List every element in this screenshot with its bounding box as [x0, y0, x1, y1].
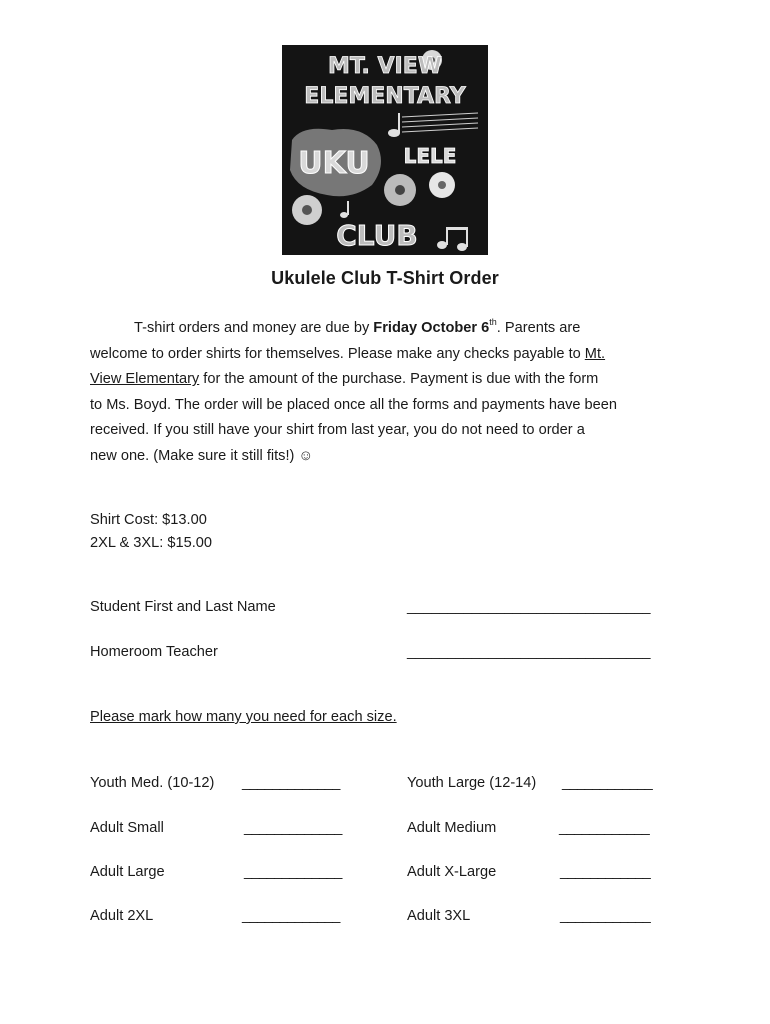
student-name-field[interactable]: ______________________________ — [407, 599, 651, 615]
student-name-label: Student First and Last Name — [90, 599, 276, 615]
intro-line-6: new one. (Make sure it still fits!) ☺ — [90, 447, 314, 464]
price-list — [90, 509, 212, 555]
youth-large-label: Youth Large (12-14) — [407, 775, 537, 791]
youth-large-field[interactable]: ____________ — [562, 775, 653, 791]
adult-medium-label: Adult Medium — [407, 820, 497, 836]
teacher-label: Homeroom Teacher — [90, 644, 218, 660]
adult-small-field[interactable]: _____________ — [244, 820, 342, 836]
intro-text: welcome to order shirts for themselves. Please make any checks payable to — [90, 345, 585, 362]
intro-line-1 — [90, 316, 690, 342]
logo-line1: MT. VIEW — [327, 54, 443, 79]
adult-3xl-label: Adult 3XL — [407, 908, 471, 924]
adult-medium-field[interactable]: ____________ — [559, 820, 650, 836]
intro-line-3 — [90, 367, 690, 393]
page-title: Ukulele Club T-Shirt Order — [271, 268, 499, 288]
xl-cost: 2XL & 3XL: $15.00 — [90, 535, 212, 551]
adult-xlarge-field[interactable]: ____________ — [560, 864, 651, 880]
shirt-cost: Shirt Cost: $13.00 — [90, 512, 207, 528]
intro-line-4: to Ms. Boyd. The order will be placed once all the forms and payments have been — [90, 396, 618, 413]
adult-2xl-label: Adult 2XL — [90, 908, 154, 924]
due-date-suffix: th — [489, 317, 497, 328]
logo-artwork — [282, 45, 488, 255]
payee-name-part2: View Elementary — [90, 371, 200, 388]
logo-line3a: UKU — [298, 146, 370, 181]
size-instruction: Please mark how many you need for each size. — [90, 709, 397, 725]
student-name-row — [90, 599, 680, 615]
adult-3xl-field[interactable]: ____________ — [560, 908, 651, 924]
intro-paragraph — [90, 316, 690, 470]
teacher-field[interactable]: ______________________________ — [407, 644, 651, 660]
adult-large-field[interactable]: _____________ — [244, 864, 342, 880]
youth-med-label: Youth Med. (10-12) — [90, 775, 215, 791]
intro-text: for the amount of the purchase. Payment is due with the form — [199, 371, 599, 388]
due-date: Friday October 6 — [373, 320, 490, 336]
club-logo — [282, 45, 488, 255]
adult-small-label: Adult Small — [90, 820, 164, 836]
intro-text: . Parents are — [496, 320, 581, 336]
logo-line2: ELEMENTARY — [304, 84, 466, 109]
logo-line3b: LELE — [403, 144, 457, 168]
logo-line4: CLUB — [336, 219, 418, 252]
youth-med-field[interactable]: _____________ — [242, 775, 340, 791]
adult-2xl-field[interactable]: _____________ — [242, 908, 340, 924]
payee-name-part1: Mt. — [584, 345, 606, 362]
adult-large-label: Adult Large — [90, 864, 165, 880]
adult-xlarge-label: Adult X-Large — [407, 864, 497, 880]
intro-line-2 — [90, 342, 690, 368]
teacher-row — [90, 644, 680, 660]
intro-text: T-shirt orders and money are due by — [134, 320, 374, 336]
intro-line-5: received. If you still have your shirt from last year, you do not need to order a — [90, 422, 585, 439]
